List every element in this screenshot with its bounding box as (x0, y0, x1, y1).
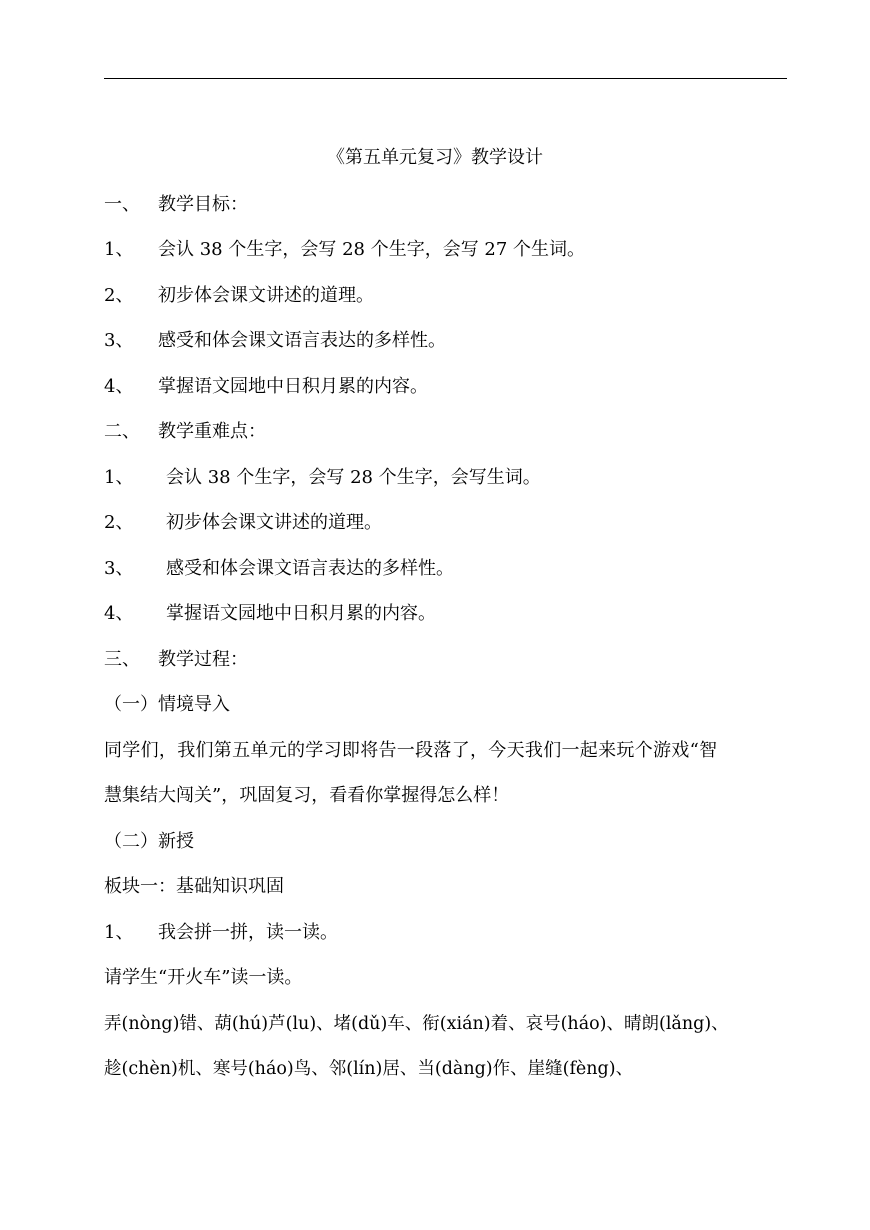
task-instruction: 请学生“开火车”读一读。 (104, 967, 303, 988)
list-item: 3、 感受和体会课文语言表达的多样性。 (104, 558, 454, 579)
list-item: 4、 掌握语文园地中日积月累的内容。 (104, 603, 436, 624)
section3-label: 三、 (104, 649, 140, 670)
section2-label: 二、 (104, 421, 140, 442)
section2-title: 教学重难点： (158, 421, 266, 442)
subsection-intro: （一）情境导入 (104, 694, 230, 715)
list-item: 1、 会认 38 个生字，会写 28 个生字，会写生词。 (104, 467, 541, 488)
header-rule (104, 78, 787, 79)
block-heading: 板块一：基础知识巩固 (104, 876, 284, 897)
section3-title: 教学过程： (158, 649, 248, 670)
list-item: 1、 会认 38 个生字，会写 28 个生字，会写 27 个生词。 (104, 239, 586, 260)
section3-heading (104, 648, 248, 672)
pinyin-line2: 趁(chèn)机、寒号(háo)鸟、邻(lín)居、当(dàng)作、崖缝(fèng)、 (104, 1059, 634, 1079)
section1-label: 一、 (104, 194, 140, 215)
intro-paragraph-line2: 慧集结大闯关”，巩固复习，看看你掌握得怎么样！ (104, 785, 510, 806)
list-item: 2、 初步体会课文讲述的道理。 (104, 512, 382, 533)
task-item: 1、 我会拼一拼，读一读。 (104, 922, 338, 943)
section2-heading (104, 420, 266, 444)
document-title: 《第五单元复习》教学设计 (327, 147, 543, 168)
section1-heading (104, 193, 248, 217)
list-item: 4、 掌握语文园地中日积月累的内容。 (104, 376, 428, 397)
pinyin-line1: 弄(nòng)错、葫(hú)芦(lu)、堵(dǔ)车、衔(xián)着、哀号(háo)、晴朗(lǎng)、 (104, 1014, 729, 1034)
subsection-new: （二）新授 (104, 831, 194, 852)
list-item: 2、 初步体会课文讲述的道理。 (104, 285, 374, 306)
section1-title: 教学目标： (158, 194, 248, 215)
intro-paragraph-line1: 同学们，我们第五单元的学习即将告一段落了，今天我们一起来玩个游戏“智 (104, 740, 718, 761)
list-item: 3、 感受和体会课文语言表达的多样性。 (104, 330, 446, 351)
